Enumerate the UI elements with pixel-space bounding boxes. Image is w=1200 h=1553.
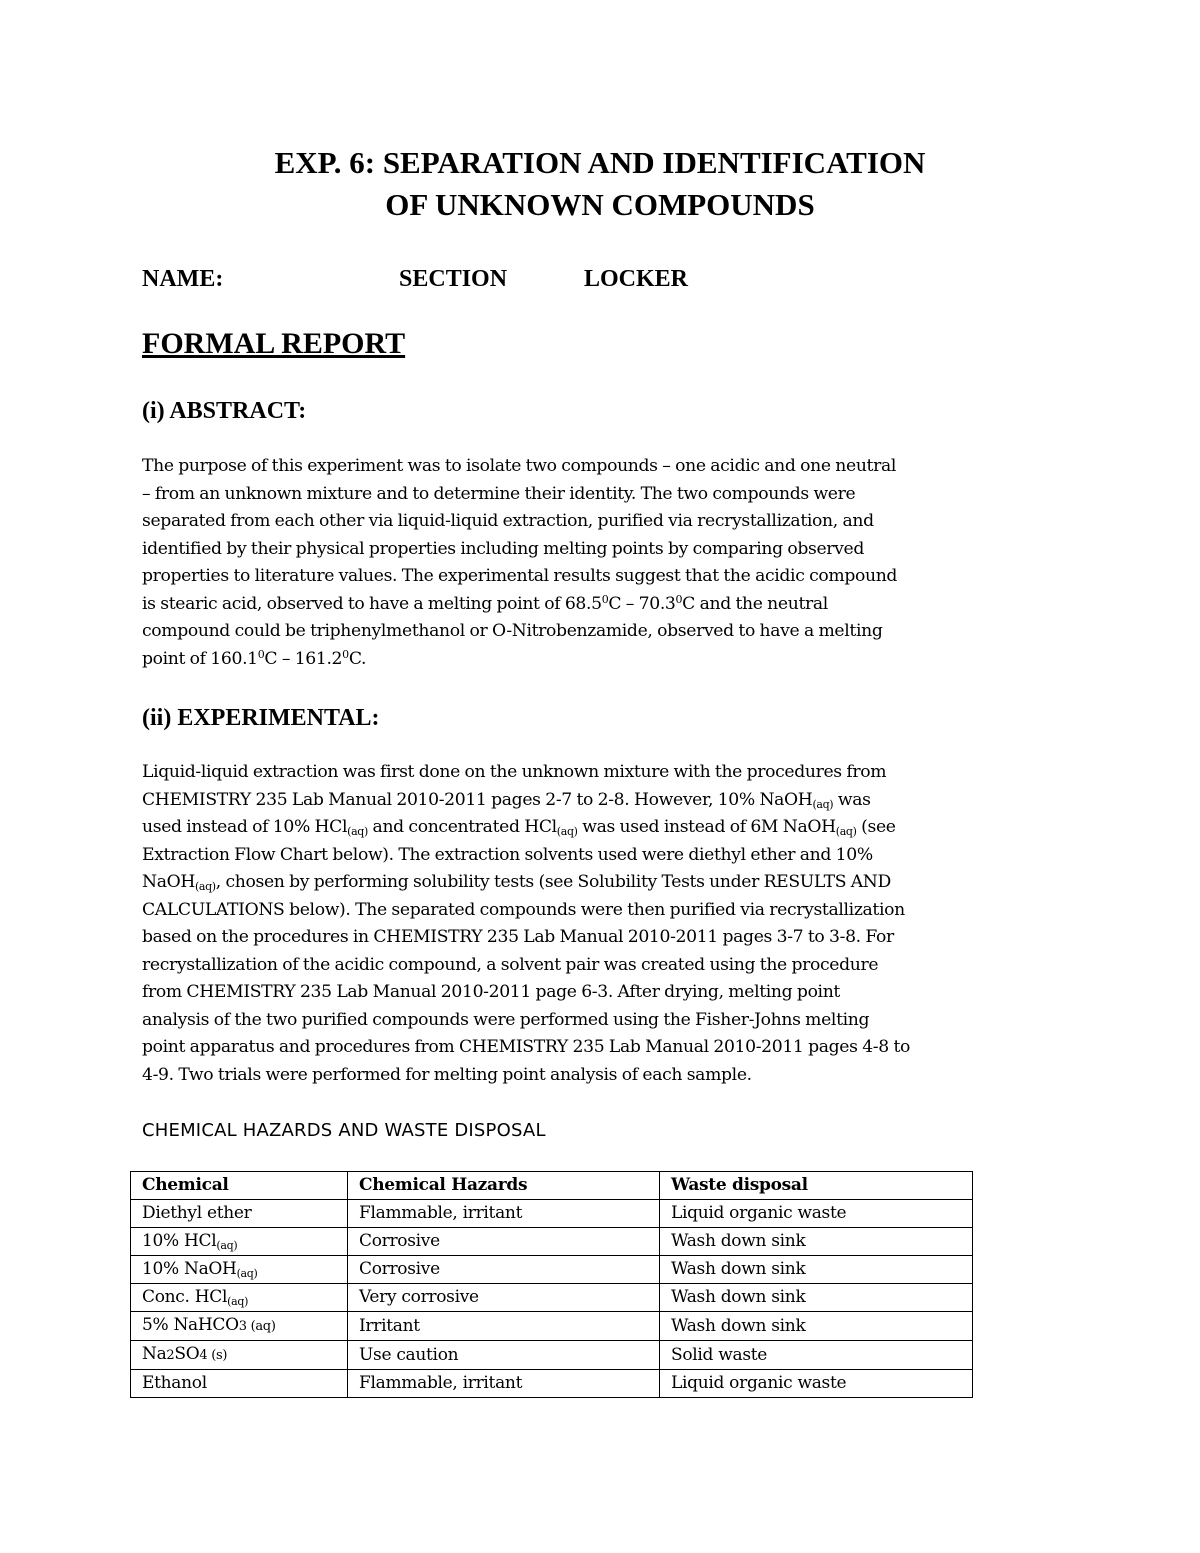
waste-cell: Wash down sink [660,1284,973,1312]
table-row [131,1312,973,1341]
chemical-cell: Diethyl ether [131,1200,348,1228]
hazard-cell: Irritant [348,1312,660,1341]
waste-cell: Solid waste [660,1341,973,1370]
abstract-line: compound could be triphenylmethanol or O-Nitrobenzamide, observed to have a melting [142,621,883,641]
header-chemical: Chemical [131,1172,348,1200]
hazard-cell: Flammable, irritant [348,1200,660,1228]
page-title [0,142,1200,226]
abstract-line: point of 160.1$^0$C – 161.2$^0$C. [142,647,367,669]
waste-cell: Liquid organic waste [660,1370,973,1398]
experimental-line: Liquid-liquid extraction was first done on the unknown mixture with the procedures from [142,762,887,782]
chemical-cell: Ethanol [131,1370,348,1398]
table-row [131,1200,973,1228]
chemical-cell: 10% HCl$_{(aq)}$ [131,1228,348,1256]
hazard-cell: Use caution [348,1341,660,1370]
experimental-line: CALCULATIONS below). The separated compounds were then purified via recrystallization [142,899,905,920]
experimental-line: 4-9. Two trials were performed for melting point analysis of each sample. [142,1064,752,1085]
experimental-line: based on the procedures in CHEMISTRY 235 Lab Manual 2010-2011 pages 3-7 to 3-8. For [142,927,894,947]
abstract-line: – from an unknown mixture and to determine their identity. The two compounds were [142,483,856,504]
header-hazards: Chemical Hazards [348,1172,660,1200]
table-row [131,1228,973,1256]
hazard-cell: Flammable, irritant [348,1370,660,1398]
waste-cell: Wash down sink [660,1312,973,1341]
experimental-line: analysis of the two purified compounds were performed using the Fisher-Johns melting [142,1009,870,1030]
experimental-line: from CHEMISTRY 235 Lab Manual 2010-2011 page 6-3. After drying, melting point [142,982,840,1002]
hazard-cell: Very corrosive [348,1284,660,1312]
experimental-line: CHEMISTRY 235 Lab Manual 2010-2011 pages 2-7 to 2-8. However, 10% NaOH$_{(aq)}$ was [142,789,871,811]
hazards-table [130,1171,973,1398]
abstract-heading: (i) ABSTRACT: [142,398,307,424]
experimental-line: used instead of 10% HCl$_{(aq)}$ and concentrated HCl$_{(aq)}$ was used instead of 6M NaOH$_{(aq)}$ (see [142,817,896,838]
section-label: SECTION [399,266,508,292]
chemical-cell: Conc. HCl$_{(aq)}$ [131,1284,348,1312]
hazards-title: CHEMICAL HAZARDS AND WASTE DISPOSAL [142,1120,546,1141]
hazard-cell: Corrosive [348,1228,660,1256]
experimental-paragraph [142,759,910,1089]
hazard-cell: Corrosive [348,1256,660,1284]
table-row [131,1370,973,1398]
waste-cell: Wash down sink [660,1256,973,1284]
locker-label: LOCKER [584,266,689,292]
table-header-row [131,1172,973,1200]
title-line-1: EXP. 6: SEPARATION AND IDENTIFICATION [274,145,926,180]
waste-cell: Wash down sink [660,1228,973,1256]
abstract-line: identified by their physical properties including melting points by comparing observed [142,538,864,559]
experimental-line: recrystallization of the acidic compound, a solvent pair was created using the procedure [142,954,879,975]
chemical-cell: 10% NaOH$_{(aq)}$ [131,1256,348,1284]
abstract-line: is stearic acid, observed to have a melting point of 68.5$^0$C – 70.3$^0$C and the neutral [142,592,828,614]
name-label: NAME: [142,266,224,292]
abstract-line: The purpose of this experiment was to isolate two compounds – one acidic and one neutral [142,456,897,476]
table-row [131,1256,973,1284]
formal-report-heading: FORMAL REPORT [142,327,406,360]
title-line-2: OF UNKNOWN COMPOUNDS [385,187,815,222]
waste-cell: Liquid organic waste [660,1200,973,1228]
abstract-line: separated from each other via liquid-liquid extraction, purified via recrystallization, and [142,511,874,531]
chemical-cell: Na2SO4 (s) [131,1341,348,1370]
table-row [131,1284,973,1312]
experimental-line: Extraction Flow Chart below). The extraction solvents used were diethyl ether and 10% [142,844,873,865]
experimental-heading: (ii) EXPERIMENTAL: [142,705,380,731]
header-waste: Waste disposal [660,1172,973,1200]
table-row [131,1341,973,1370]
experimental-line: point apparatus and procedures from CHEMISTRY 235 Lab Manual 2010-2011 pages 4-8 to [142,1037,911,1057]
abstract-paragraph [142,453,897,673]
chemical-cell: 5% NaHCO3 (aq) [131,1312,348,1341]
abstract-line: properties to literature values. The experimental results suggest that the acidic compound [142,566,898,586]
experimental-line: NaOH$_{(aq)}$, chosen by performing solubility tests (see Solubility Tests under RESULTS AND [142,872,891,893]
